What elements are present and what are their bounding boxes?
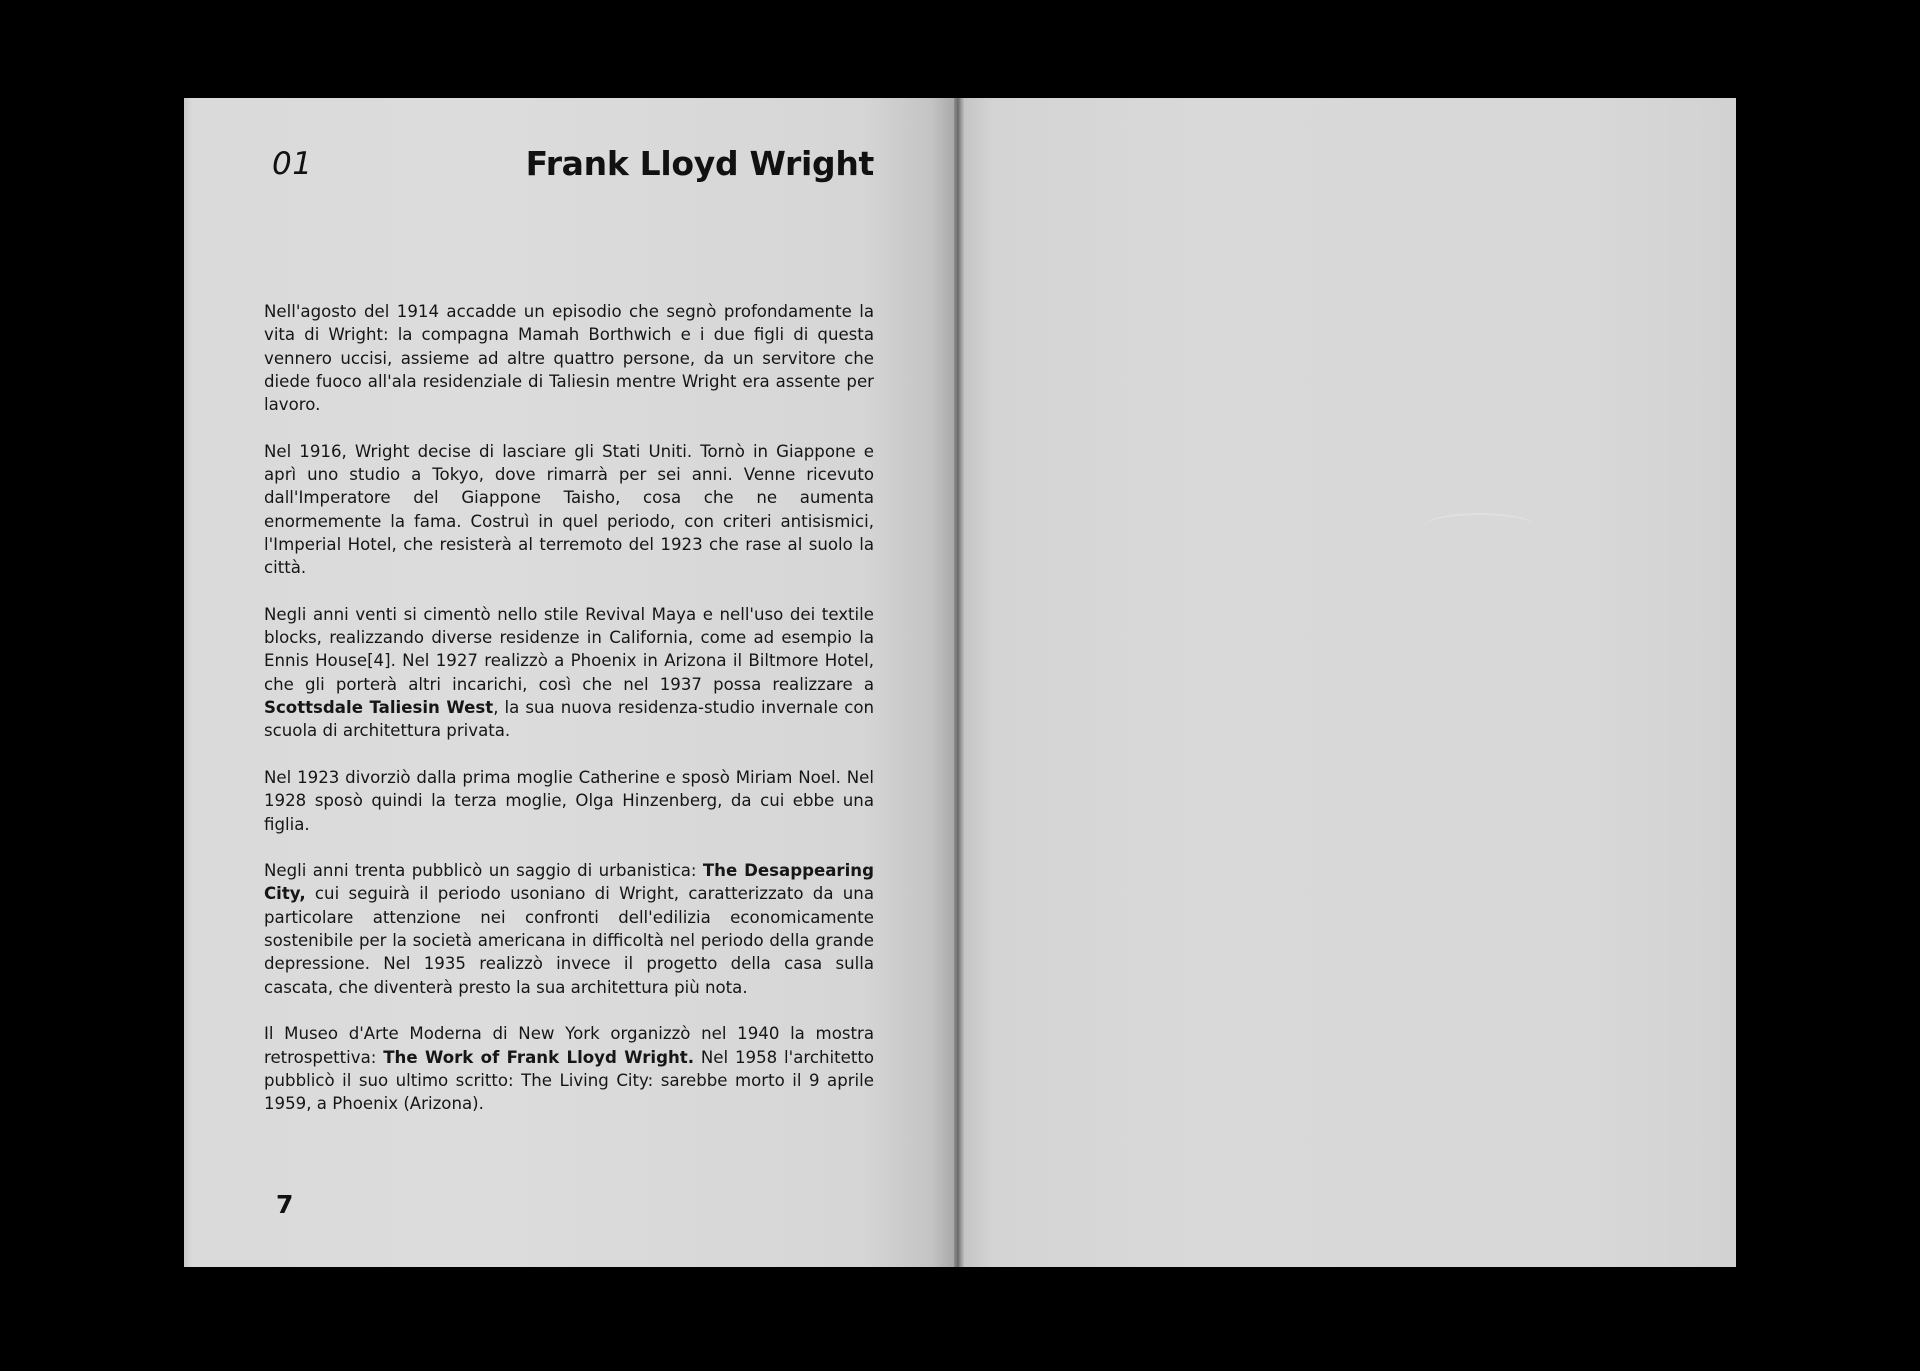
paragraph-text: Negli anni venti si cimentò nello stile Revival Maya e nell'uso dei textile blocks, realizzando diverse residenze in California, come ad esempio la Ennis House[4]. Nel 1927 realizzò a Phoenix in Arizona il Biltmore Hotel, che gli porterà altri incarichi, così che nel 1937 possa realizzare a	[264, 604, 874, 694]
bold-title-text: The Desappearing City,	[264, 861, 874, 904]
article-body	[264, 300, 874, 1139]
paragraph-text: Nel 1958 l'architetto pubblicò il suo ultimo scritto: The Living City: sarebbe morto il 9 aprile 1959, a Phoenix (Arizona).	[264, 1047, 874, 1114]
bold-title-text: Scottsdale Taliesin West	[264, 698, 494, 718]
paper-crease	[1424, 513, 1534, 539]
paragraph-5	[264, 859, 874, 999]
book-gutter	[954, 98, 964, 1267]
right-page-blank	[964, 98, 1736, 1267]
paragraph-text: Nel 1923 divorziò dalla prima moglie Catherine e sposò Miriam Noel. Nel 1928 sposò quindi la terza moglie, Olga Hinzenberg, da cui ebbe una figlia.	[264, 767, 874, 834]
paragraph-text: cui seguirà il periodo usoniano di Wright, caratterizzato da una particolare attenzione nei confronti dell'edilizia economicamente sostenibile per la società americana in difficoltà nel periodo della grande depressione. Nel 1935 realizzò invece il progetto della casa sulla cascata, che diventerà presto la sua architettura più nota.	[264, 884, 874, 997]
paragraph-text: Il Museo d'Arte Moderna di New York organizzò nel 1940 la mostra retrospettiva:	[264, 1024, 874, 1067]
paragraph-1	[264, 300, 874, 416]
paragraph-3	[264, 603, 874, 743]
paragraph-text: Nel 1916, Wright decise di lasciare gli Stati Uniti. Tornò in Giappone e aprì uno studio a Tokyo, dove rimarrà per sei anni. Venne ricevuto dall'Imperatore del Giappone Taisho, cosa che ne aumenta enormemente la fama. Costruì in quel periodo, con criteri antisismici, l'Imperial Hotel, che resisterà al terremoto del 1923 che rase al suolo la città.	[264, 441, 874, 578]
bold-title-text: The Work of Frank Lloyd Wright.	[383, 1047, 695, 1067]
paragraph-text: Negli anni trenta pubblicò un saggio di urbanistica:	[264, 861, 703, 881]
open-booklet	[184, 98, 1736, 1267]
paragraph-4	[264, 766, 874, 836]
paragraph-2	[264, 440, 874, 580]
paragraph-text: , la sua nuova residenza-studio invernale con scuola di architettura privata.	[264, 698, 874, 741]
chapter-title: Frank Lloyd Wright	[525, 144, 874, 183]
chapter-number: 01	[272, 146, 313, 182]
left-page	[184, 98, 954, 1267]
page-number: 7	[276, 1190, 294, 1219]
paragraph-6	[264, 1022, 874, 1115]
paragraph-text: Nell'agosto del 1914 accadde un episodio che segnò profondamente la vita di Wright: la compagna Mamah Borthwich e i due figli di questa vennero uccisi, assieme ad altre quattro persone, da un servitore che diede fuoco all'ala residenziale di Taliesin mentre Wright era assente per lavoro.	[264, 302, 874, 415]
